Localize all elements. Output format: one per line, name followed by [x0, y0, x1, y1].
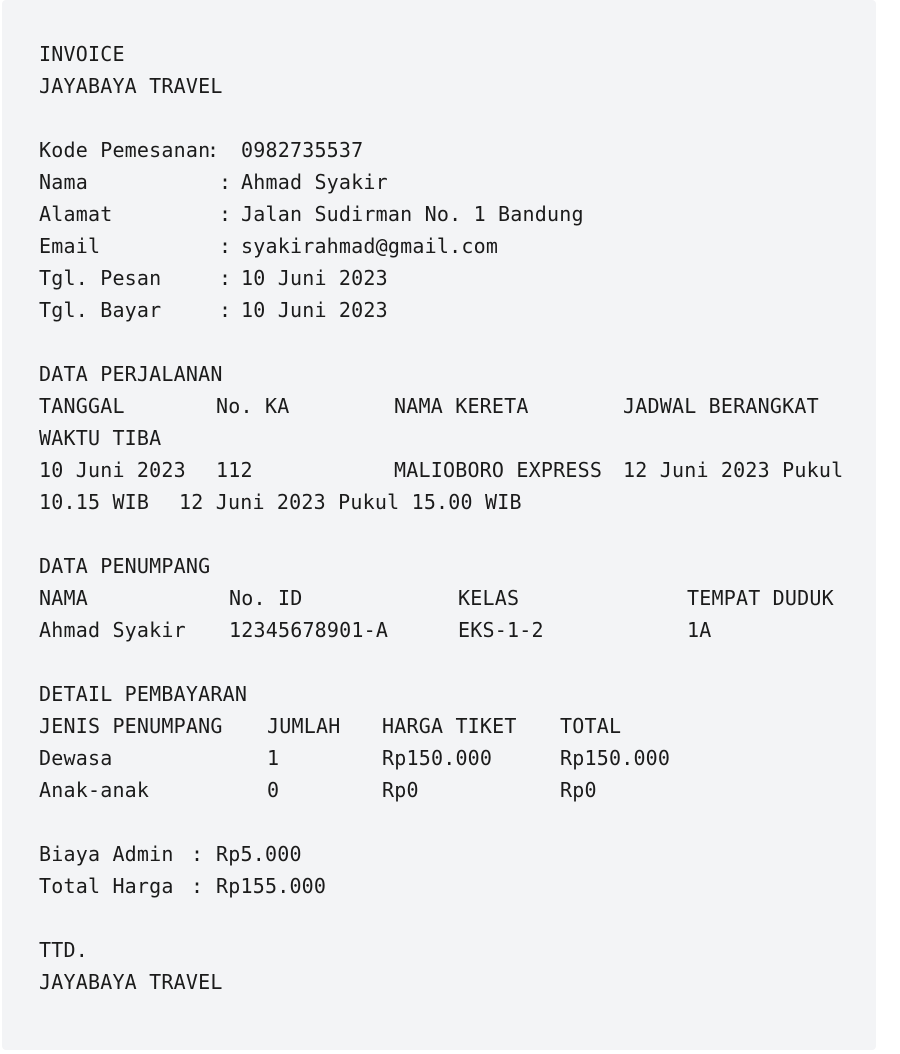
- passenger-header-seat: TEMPAT DUDUK: [687, 586, 834, 610]
- payment-price: Rp0: [382, 778, 419, 802]
- trip-header-arrival: WAKTU TIBA: [39, 426, 162, 450]
- payment-qty: 0: [267, 778, 280, 802]
- spacer: [39, 326, 876, 358]
- name-label: Nama: [39, 170, 88, 194]
- company-name: JAYABAYA TRAVEL: [39, 74, 223, 98]
- trip-header-row-cont: [39, 422, 876, 454]
- pay-date-label: Tgl. Bayar: [39, 298, 162, 322]
- signature-company: JAYABAYA TRAVEL: [39, 970, 223, 994]
- colon: :: [219, 266, 232, 290]
- invoice-title: INVOICE: [39, 42, 125, 66]
- trip-header-row: [39, 390, 876, 422]
- booking-code-value: 0982735537: [241, 138, 364, 162]
- passenger-header-class: KELAS: [458, 586, 520, 610]
- trip-date: 10 Juni 2023: [39, 458, 186, 482]
- colon: :: [219, 234, 232, 258]
- trip-header-departure: JADWAL BERANGKAT: [623, 394, 819, 418]
- spacer: [39, 102, 876, 134]
- payment-total: Rp150.000: [560, 746, 671, 770]
- payment-total: Rp0: [560, 778, 597, 802]
- email-value: syakirahmad@gmail.com: [241, 234, 499, 258]
- total-price-label: Total Harga: [39, 874, 174, 898]
- booking-code-label: Kode Pemesanan: [39, 138, 211, 162]
- payment-row: [39, 774, 876, 806]
- payment-type: Anak-anak: [39, 778, 150, 802]
- spacer: [39, 646, 876, 678]
- trip-header-train-name: NAMA KERETA: [394, 394, 529, 418]
- email-row: [39, 230, 876, 262]
- passenger-section-title: DATA PENUMPANG: [39, 554, 211, 578]
- passenger-header-id: No. ID: [229, 586, 303, 610]
- admin-fee-label: Biaya Admin: [39, 842, 174, 866]
- invoice-document: [2, 0, 876, 1050]
- name-value: Ahmad Syakir: [241, 170, 388, 194]
- trip-departure-cont: 10.15 WIB: [39, 490, 150, 514]
- spacer: [39, 518, 876, 550]
- address-value: Jalan Sudirman No. 1 Bandung: [241, 202, 584, 226]
- colon: :: [219, 202, 232, 226]
- pay-date-value: 10 Juni 2023: [241, 298, 388, 322]
- total-price-row: [39, 870, 876, 902]
- order-date-value: 10 Juni 2023: [241, 266, 388, 290]
- trip-header-date: TANGGAL: [39, 394, 125, 418]
- trip-arrival: 12 Juni 2023 Pukul 15.00 WIB: [179, 490, 522, 514]
- trip-train-no: 112: [216, 458, 253, 482]
- payment-section-title: DETAIL PEMBAYARAN: [39, 682, 248, 706]
- passenger-row: [39, 614, 876, 646]
- payment-type: Dewasa: [39, 746, 113, 770]
- payment-header-qty: JUMLAH: [267, 714, 341, 738]
- spacer: [39, 806, 876, 838]
- trip-header-train-no: No. KA: [216, 394, 290, 418]
- signature-label: TTD.: [39, 938, 88, 962]
- colon: :: [219, 298, 232, 322]
- address-row: [39, 198, 876, 230]
- colon: :: [191, 874, 204, 898]
- order-date-row: [39, 262, 876, 294]
- passenger-class: EKS-1-2: [458, 618, 544, 642]
- payment-row: [39, 742, 876, 774]
- passenger-name: Ahmad Syakir: [39, 618, 186, 642]
- name-row: [39, 166, 876, 198]
- trip-data-row: [39, 454, 876, 486]
- email-label: Email: [39, 234, 101, 258]
- payment-qty: 1: [267, 746, 280, 770]
- payment-header-type: JENIS PENUMPANG: [39, 714, 223, 738]
- spacer: [39, 902, 876, 934]
- passenger-id: 12345678901-A: [229, 618, 389, 642]
- pay-date-row: [39, 294, 876, 326]
- colon: :: [191, 842, 204, 866]
- payment-header-total: TOTAL: [560, 714, 622, 738]
- admin-fee-row: [39, 838, 876, 870]
- colon: :: [207, 138, 220, 162]
- total-price-value: Rp155.000: [216, 874, 327, 898]
- trip-departure: 12 Juni 2023 Pukul: [623, 458, 844, 482]
- trip-data-row-cont: [39, 486, 876, 518]
- payment-header-price: HARGA TIKET: [382, 714, 517, 738]
- trip-section-title: DATA PERJALANAN: [39, 362, 223, 386]
- address-label: Alamat: [39, 202, 113, 226]
- passenger-header-name: NAMA: [39, 586, 88, 610]
- passenger-seat: 1A: [687, 618, 712, 642]
- trip-train-name: MALIOBORO EXPRESS: [394, 458, 603, 482]
- payment-price: Rp150.000: [382, 746, 493, 770]
- passenger-header-row: [39, 582, 876, 614]
- booking-code-row: [39, 134, 876, 166]
- order-date-label: Tgl. Pesan: [39, 266, 162, 290]
- colon: :: [219, 170, 232, 194]
- payment-header-row: [39, 710, 876, 742]
- admin-fee-value: Rp5.000: [216, 842, 302, 866]
